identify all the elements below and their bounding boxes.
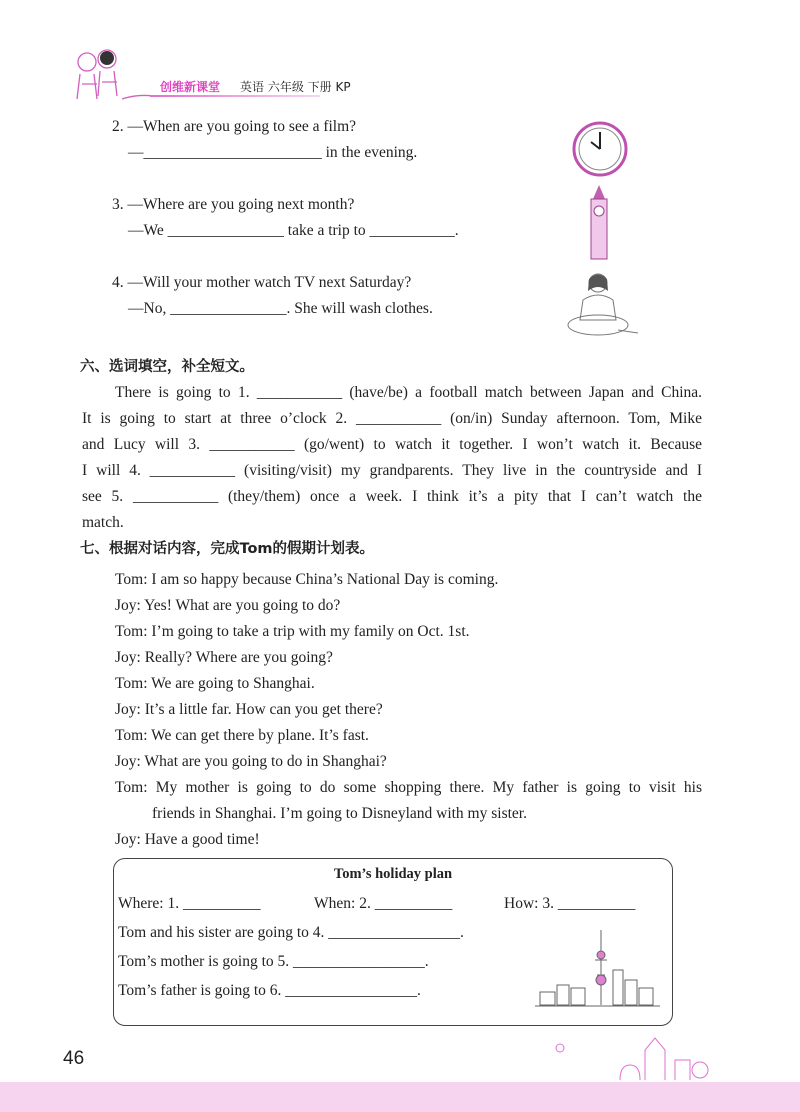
footer-band [0,1082,800,1112]
plan-line-5: Tom’s mother is going to 5. _________________. [118,953,429,970]
paragraph-line: I will 4. ___________ (visiting/visit) my grandparents. They live in the countryside and I [82,462,702,479]
dialog-line: Tom: I am so happy because China’s National Day is coming. [115,571,499,588]
woman-washing-icon [558,265,643,345]
plan-when: When: 2. __________ [314,895,453,912]
book-info: 英语 六年级 下册 KP [240,80,351,94]
girls-illustration-icon [62,44,157,104]
answer-2: —_______________________ in the evening. [128,144,418,161]
paragraph-line: match. [82,514,124,531]
plan-title: Tom’s holiday plan [333,866,453,882]
dialog-line: Tom: We can get there by plane. It’s fast. [115,727,369,744]
dialog-line: friends in Shanghai. I’m going to Disneyland with my sister. [152,805,527,822]
shanghai-skyline-icon [535,930,660,1010]
plan-where: Where: 1. __________ [118,895,261,912]
clock-icon [571,120,629,178]
dialog-line: Tom: My mother is going to do some shopping there. My father is going to visit his [115,779,702,796]
dialog-line: Joy: Really? Where are you going? [115,649,333,666]
section-6-heading: 六、选词填空，补全短文。 [80,359,254,375]
paragraph-line: It is going to start at three o’clock 2. ___________ (on/in) Sunday afternoon. Tom, Mike [82,410,702,427]
answer-3: —We _______________ take a trip to ___________. [128,222,459,239]
plan-how: How: 3. __________ [504,895,636,912]
answer-4: —No, _______________. She will wash clothes. [128,300,433,317]
dialog-line: Tom: We are going to Shanghai. [115,675,315,692]
dialog-line: Joy: What are you going to do in Shanghai? [115,753,387,770]
plan-line-4: Tom and his sister are going to 4. _________________. [118,924,464,941]
brand-title: 创维新课堂 [160,80,221,94]
section-7-heading: 七、根据对话内容，完成Tom的假期计划表。 [80,541,375,557]
paragraph-line: and Lucy will 3. ___________ (go/went) to watch it together. I won’t watch it. Because [82,436,702,453]
dialog-line: Joy: It’s a little far. How can you get there? [115,701,383,718]
question-2: 2. —When are you going to see a film? [112,118,357,135]
question-3: 3. —Where are you going next month? [112,196,355,213]
paragraph-line: see 5. ___________ (they/them) once a week. I think it’s a pity that I can’t watch the [82,488,702,505]
dialog-line: Joy: Yes! What are you going to do? [115,597,341,614]
header-divider [150,95,320,97]
castle-decoration-icon [550,1030,720,1085]
dialog-line: Tom: I’m going to take a trip with my family on Oct. 1st. [115,623,470,640]
plan-line-6: Tom’s father is going to 6. _________________. [118,982,421,999]
paragraph-line: There is going to 1. ___________ (have/be) a football match between Japan and China. [115,384,702,401]
big-ben-icon [585,185,613,261]
page-number: 46 [63,1048,85,1069]
question-4: 4. —Will your mother watch TV next Saturday? [112,274,412,291]
dialog-line: Joy: Have a good time! [115,831,260,848]
